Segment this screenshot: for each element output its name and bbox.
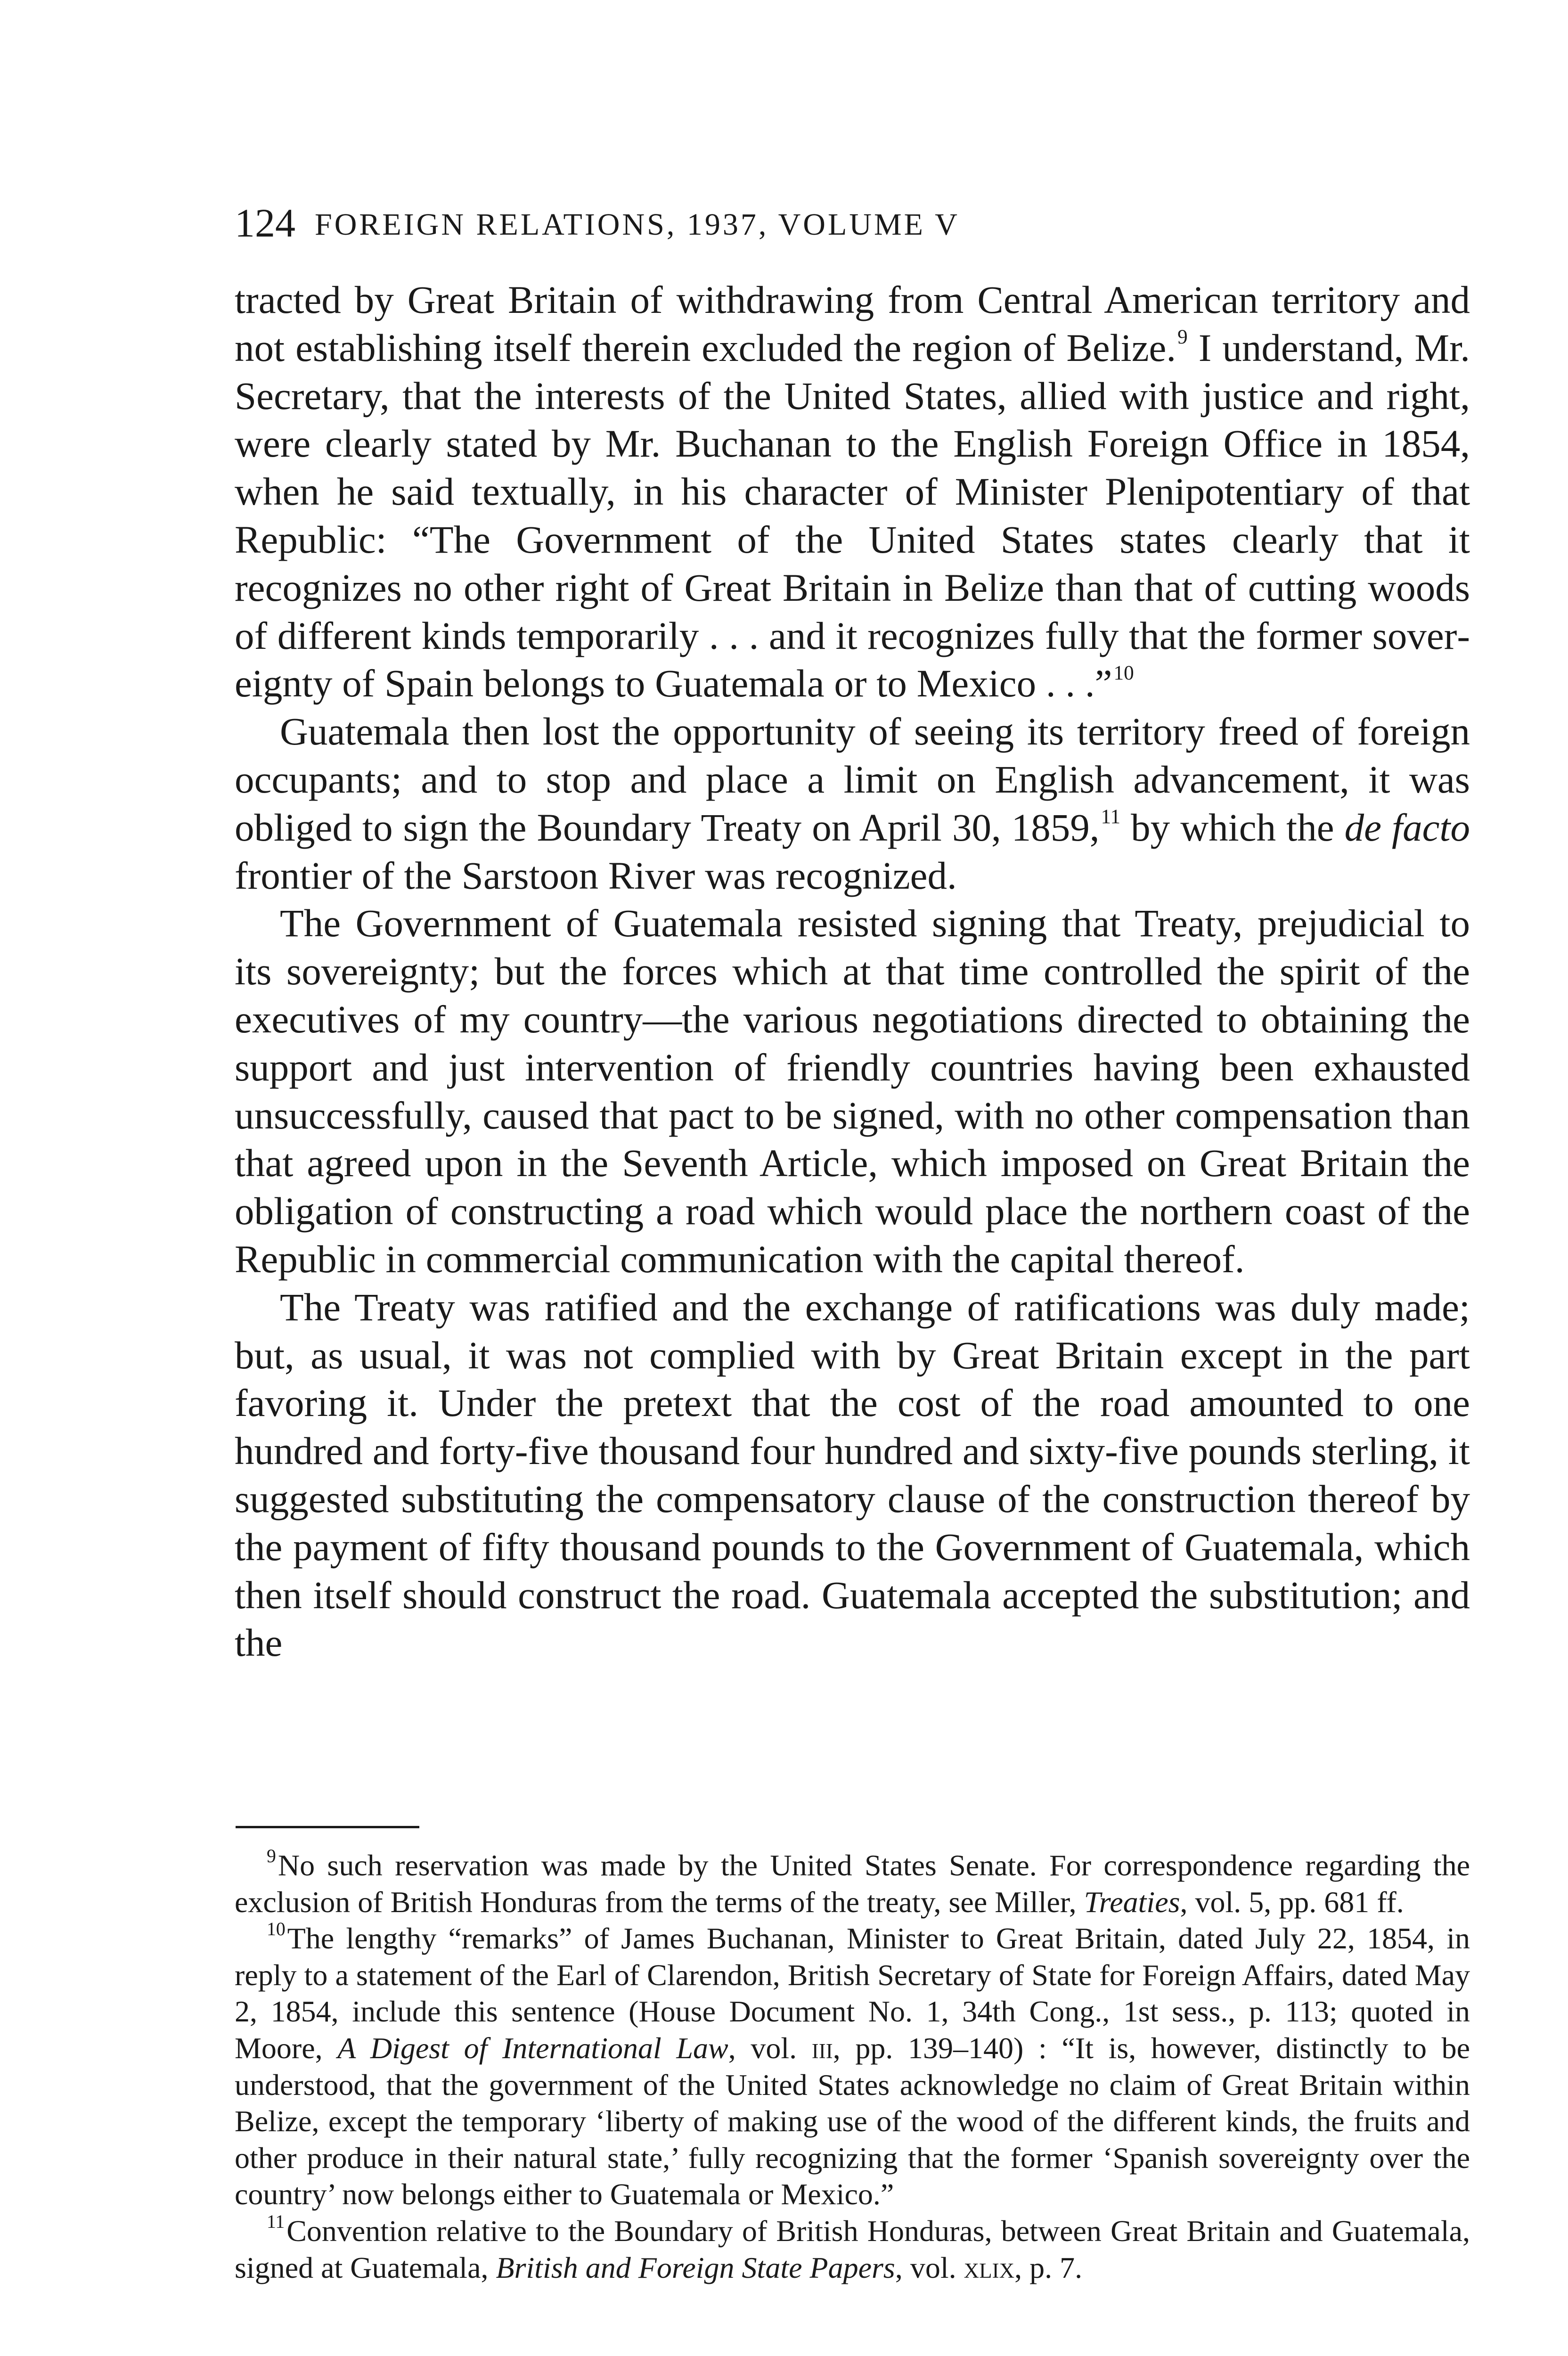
- footnote-separator: [236, 1826, 419, 1828]
- main-text: [235, 276, 1470, 1667]
- footnote-10-smallcaps: iii: [811, 2031, 833, 2065]
- footnote-10-text-b: , vol.: [728, 2031, 812, 2065]
- footnote-9: [235, 1847, 1470, 1920]
- paragraph-2-text-a: Guatemala then lost the opportunity of seeing its territory freed of foreign occupants; and to stop and place a limit on English advancement, it was obliged to sign the Boundary Treaty on April 30, 1859,: [235, 710, 1470, 849]
- paragraph-1-text-b: I understand, Mr. Secretary, that the interests of the United States, allied with justice and right, were clearly stated by Mr. Buchanan to the English Foreign Office in 1854, when he said textually, in his character of Minister Plenipotentiary of that Republic: “The Government of the United States states clearly that it recognizes no other right of Great Britain in Belize than that of cutting woods of different kinds temporarily . . . and it recognizes fully that the former sovereignty of Spain belongs to Guatemala or to Mexico . . .”: [235, 326, 1470, 705]
- paragraph-2: [235, 708, 1470, 900]
- footnote-10-italic: A Digest of International Law: [337, 2031, 728, 2065]
- page-number: 124: [235, 200, 295, 245]
- footnote-9-italic: Treaties: [1084, 1885, 1180, 1919]
- paragraph-4: The Treaty was ratified and the exchange of ratifications was duly made; but, as usual, it was not complied with by Great Britain except in the part favoring it. Under the pretext that the cost of the road amounted to one hundred and forty-five thousand four hundred and sixty-five pounds sterling, it suggested substituting the compensatory clause of the construction thereof by the payment of fifty thousand pounds to the Government of Guatemala, which then itself should construct the road. Guatemala accepted the substitution; and the: [235, 1285, 1470, 1665]
- footnote-10-mark: 10: [267, 1919, 286, 1940]
- footnote-10-text-a: The lengthy “remarks” of James Buchanan, Minister to Great Britain, dated July 22, 1854, in reply to a statement of the Earl of Clarendon, British Secretary of State for Foreign Affairs, dated May 2, 1854, include this sentence (House Document No. 1, 34th Cong., 1st sess., p. 113; quoted in Moore,: [235, 1922, 1470, 2065]
- footnote-ref-11[interactable]: 11: [1101, 806, 1121, 828]
- running-title: FOREIGN RELATIONS, 1937, VOLUME V: [315, 207, 960, 242]
- footnote-11-text-c: , p. 7.: [1014, 2250, 1083, 2284]
- footnote-9-text-a: No such reservation was made by the United States Senate. For correspondence regarding the exclusion of British Honduras from the terms of the treaty, see Miller,: [235, 1849, 1470, 1919]
- footnotes: [235, 1847, 1470, 2286]
- footnote-10: [235, 1920, 1470, 2213]
- footnote-11-text-a: Convention relative to the Boundary of British Honduras, between Great Britain and Guatemala, signed at Guatemala,: [235, 2214, 1470, 2284]
- paragraph-3: The Government of Guatemala resisted signing that Treaty, prejudicial to its sovereignty; but the forces which at that time controlled the spirit of the executives of my country—the various negotiations directed to obtaining the support and just intervention of friendly countries having been exhausted unsuccessfully, caused that pact to be signed, with no other compensation than that agreed upon in the Seventh Article, which imposed on Great Britain the obligation of constructing a road which would place the northern coast of the Republic in commercial communication with the capital thereof.: [235, 901, 1470, 1281]
- footnote-9-mark: 9: [267, 1846, 276, 1867]
- footnote-ref-10[interactable]: 10: [1113, 662, 1134, 684]
- running-header: [235, 197, 1507, 249]
- footnote-11-italic: British and Foreign State Papers: [496, 2250, 895, 2284]
- footnote-10-text-c: , pp. 139–140) : “It is, however, distinctly to be understood, that the government of the United States acknowledge no claim of Great Britain within Belize, except the temporary ‘liberty of making use of the wood of the different kinds, the fruits and other produce in their natural state,’ fully recognizing that the former ‘Spanish sovereignty over the country’ now belongs either to Guatemala or Mexico.”: [235, 2031, 1470, 2211]
- footnote-11: [235, 2213, 1470, 2286]
- paragraph-2-italic: de facto: [1344, 805, 1470, 849]
- footnote-11-text-b: , vol.: [895, 2250, 964, 2284]
- paragraph-1: [235, 276, 1470, 708]
- paragraph-2-text-c: frontier of the Sarstoon River was recognized.: [235, 853, 957, 897]
- footnote-11-mark: 11: [267, 2211, 285, 2233]
- footnote-11-smallcaps: xlix: [964, 2250, 1015, 2284]
- paragraph-2-text-b: by which the: [1120, 805, 1345, 849]
- footnote-ref-9[interactable]: 9: [1177, 326, 1188, 349]
- paragraph-1-text-a: tracted by Great Britain of withdrawing from Central American territory and not establishing itself therein excluded the region of Belize.: [235, 278, 1470, 369]
- footnote-9-text-b: , vol. 5, pp. 681 ff.: [1180, 1885, 1404, 1919]
